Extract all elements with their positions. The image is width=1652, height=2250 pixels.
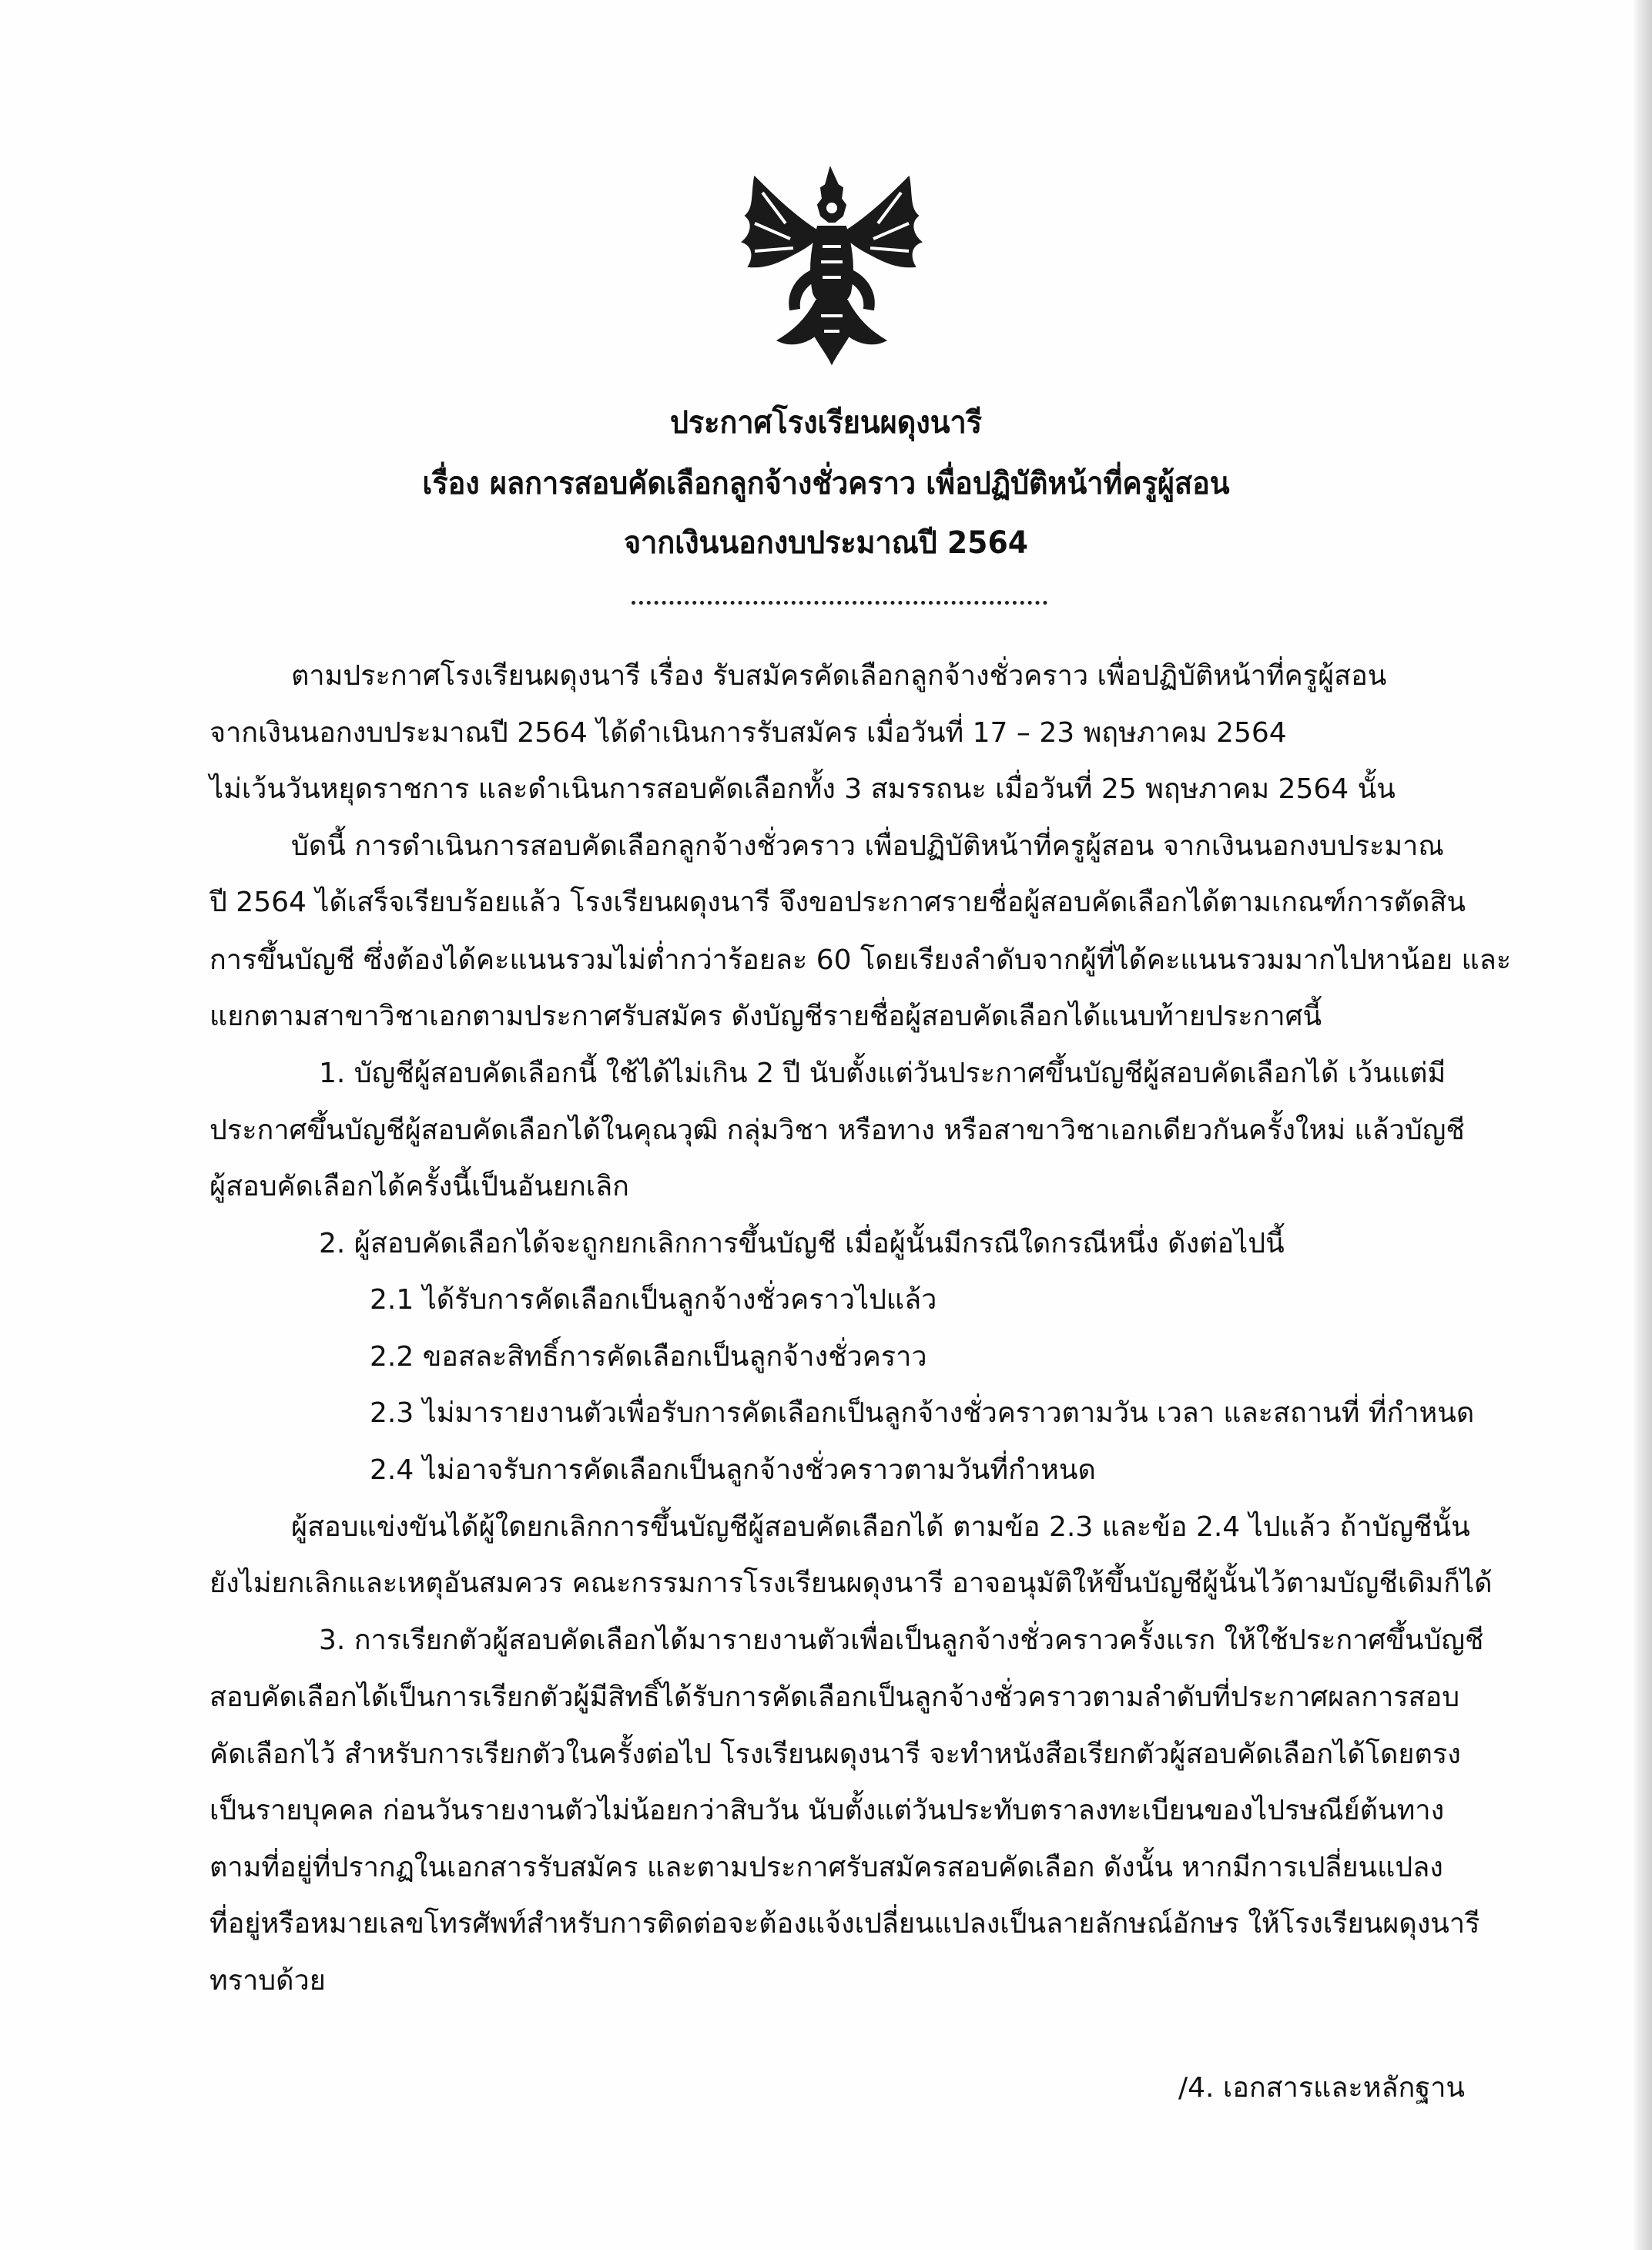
garuda-emblem-icon <box>732 162 932 370</box>
body-line: ตามประกาศโรงเรียนผดุงนารี เรื่อง รับสมัครคัดเลือกลูกจ้างชั่วคราว เพื่อปฏิบัติหน้าที่ครูผู้สอน <box>291 660 1387 692</box>
body-line: ยังไม่ยกเลิกและเหตุอันสมควร คณะกรรมการโรงเรียนผดุงนารี อาจอนุมัติให้ขึ้นบัญชีผู้นั้นไว้ตามบัญชีเดิมก็ได้ <box>209 1568 1493 1599</box>
announcement-title: ประกาศโรงเรียนผดุงนารี <box>669 405 983 441</box>
body-line: ปี 2564 ได้เสร็จเรียบร้อยแล้ว โรงเรียนผดุงนารี จึงขอประกาศรายชื่อผู้สอบคัดเลือกได้ตามเกณฑ์การตัดสิน <box>209 887 1466 918</box>
body-line: ทราบด้วย <box>209 1965 326 1997</box>
body-line: แยกตามสาขาวิชาเอกตามประกาศรับสมัคร ดังบัญชีรายชื่อผู้สอบคัดเลือกได้แนบท้ายประกาศนี้ <box>209 1001 1322 1032</box>
continuation-reference: /4. เอกสารและหลักฐาน <box>1178 2072 1466 2104</box>
dotted-divider <box>632 601 1047 605</box>
sub-item: 2.3 ไม่มารายงานตัวเพื่อรับการคัดเลือกเป็นลูกจ้างชั่วคราวตามวัน เวลา และสถานที่ ที่กำหนด <box>370 1397 1475 1429</box>
numbered-item: 1. บัญชีผู้สอบคัดเลือกนี้ ใช้ได้ไม่เกิน 2 ปี นับตั้งแต่วันประกาศขึ้นบัญชีผู้สอบคัดเลือกได้ เว้นแต่มี <box>319 1058 1446 1089</box>
body-line: การขึ้นบัญชี ซึ่งต้องได้คะแนนรวมไม่ต่ำกว่าร้อยละ 60 โดยเรียงลำดับจากผู้ที่ได้คะแนนรวมมากไปหาน้อย และ <box>209 944 1512 976</box>
body-line: เป็นรายบุคคล ก่อนวันรายงานตัวไม่น้อยกว่าสิบวัน นับตั้งแต่วันประทับตราลงทะเบียนของไปรษณีย์ต้นทาง <box>209 1795 1445 1826</box>
body-line: ผู้สอบแข่งขันได้ผู้ใดยกเลิกการขึ้นบัญชีผู้สอบคัดเลือกได้ ตามข้อ 2.3 และข้อ 2.4 ไปแล้ว ถ้าบัญชีนั้น <box>291 1511 1470 1543</box>
body-line: ประกาศขึ้นบัญชีผู้สอบคัดเลือกได้ในคุณวุฒิ กลุ่มวิชา หรือทาง หรือสาขาวิชาเอกเดียวกันครั้งใหม่ แล้วบัญชี <box>209 1115 1465 1146</box>
body-line: ผู้สอบคัดเลือกได้ครั้งนี้เป็นอันยกเลิก <box>209 1171 629 1202</box>
body-line: ไม่เว้นวันหยุดราชการ และดำเนินการสอบคัดเลือกทั้ง 3 สมรรถนะ เมื่อวันที่ 25 พฤษภาคม 2564 นั้น <box>209 773 1396 805</box>
numbered-item: 3. การเรียกตัวผู้สอบคัดเลือกได้มารายงานตัวเพื่อเป็นลูกจ้างชั่วคราวครั้งแรก ให้ใช้ประกาศขึ้นบัญชี <box>319 1625 1484 1656</box>
body-line: ที่อยู่หรือหมายเลขโทรศัพท์สำหรับการติดต่อจะต้องแจ้งเปลี่ยนแปลงเป็นลายลักษณ์อักษร ให้โรงเรียนผดุงนารี <box>209 1908 1480 1940</box>
announcement-subject-continued: จากเงินนอกงบประมาณปี 2564 <box>623 525 1029 561</box>
sub-item: 2.1 ได้รับการคัดเลือกเป็นลูกจ้างชั่วคราวไปแล้ว <box>370 1284 937 1316</box>
body-line: คัดเลือกไว้ สำหรับการเรียกตัวในครั้งต่อไป โรงเรียนผดุงนารี จะทำหนังสือเรียกตัวผู้สอบคัดเลือกได้โดยตรง <box>209 1739 1461 1770</box>
body-line: สอบคัดเลือกได้เป็นการเรียกตัวผู้มีสิทธิ์ได้รับการคัดเลือกเป็นลูกจ้างชั่วคราวตามลำดับที่ประกาศผลการสอบ <box>209 1682 1460 1713</box>
body-line: ตามที่อยู่ที่ปรากฏในเอกสารรับสมัคร และตามประกาศรับสมัครสอบคัดเลือก ดังนั้น หากมีการเปลี่ยนแปลง <box>209 1852 1443 1883</box>
page-edge-shadow <box>1632 0 1652 2250</box>
body-line: บัดนี้ การดำเนินการสอบคัดเลือกลูกจ้างชั่วคราว เพื่อปฏิบัติหน้าที่ครูผู้สอน จากเงินนอกงบประมาณ <box>291 830 1444 862</box>
sub-item: 2.4 ไม่อาจรับการคัดเลือกเป็นลูกจ้างชั่วคราวตามวันที่กำหนด <box>370 1454 1096 1486</box>
sub-item: 2.2 ขอสละสิทธิ์การคัดเลือกเป็นลูกจ้างชั่วคราว <box>370 1341 927 1373</box>
announcement-subject: เรื่อง ผลการสอบคัดเลือกลูกจ้างชั่วคราว เพื่อปฏิบัติหน้าที่ครูผู้สอน <box>422 466 1230 501</box>
body-line: จากเงินนอกงบประมาณปี 2564 ได้ดำเนินการรับสมัคร เมื่อวันที่ 17 – 23 พฤษภาคม 2564 <box>209 717 1287 749</box>
numbered-item: 2. ผู้สอบคัดเลือกได้จะถูกยกเลิกการขึ้นบัญชี เมื่อผู้นั้นมีกรณีใดกรณีหนึ่ง ดังต่อไปนี้ <box>319 1228 1285 1259</box>
